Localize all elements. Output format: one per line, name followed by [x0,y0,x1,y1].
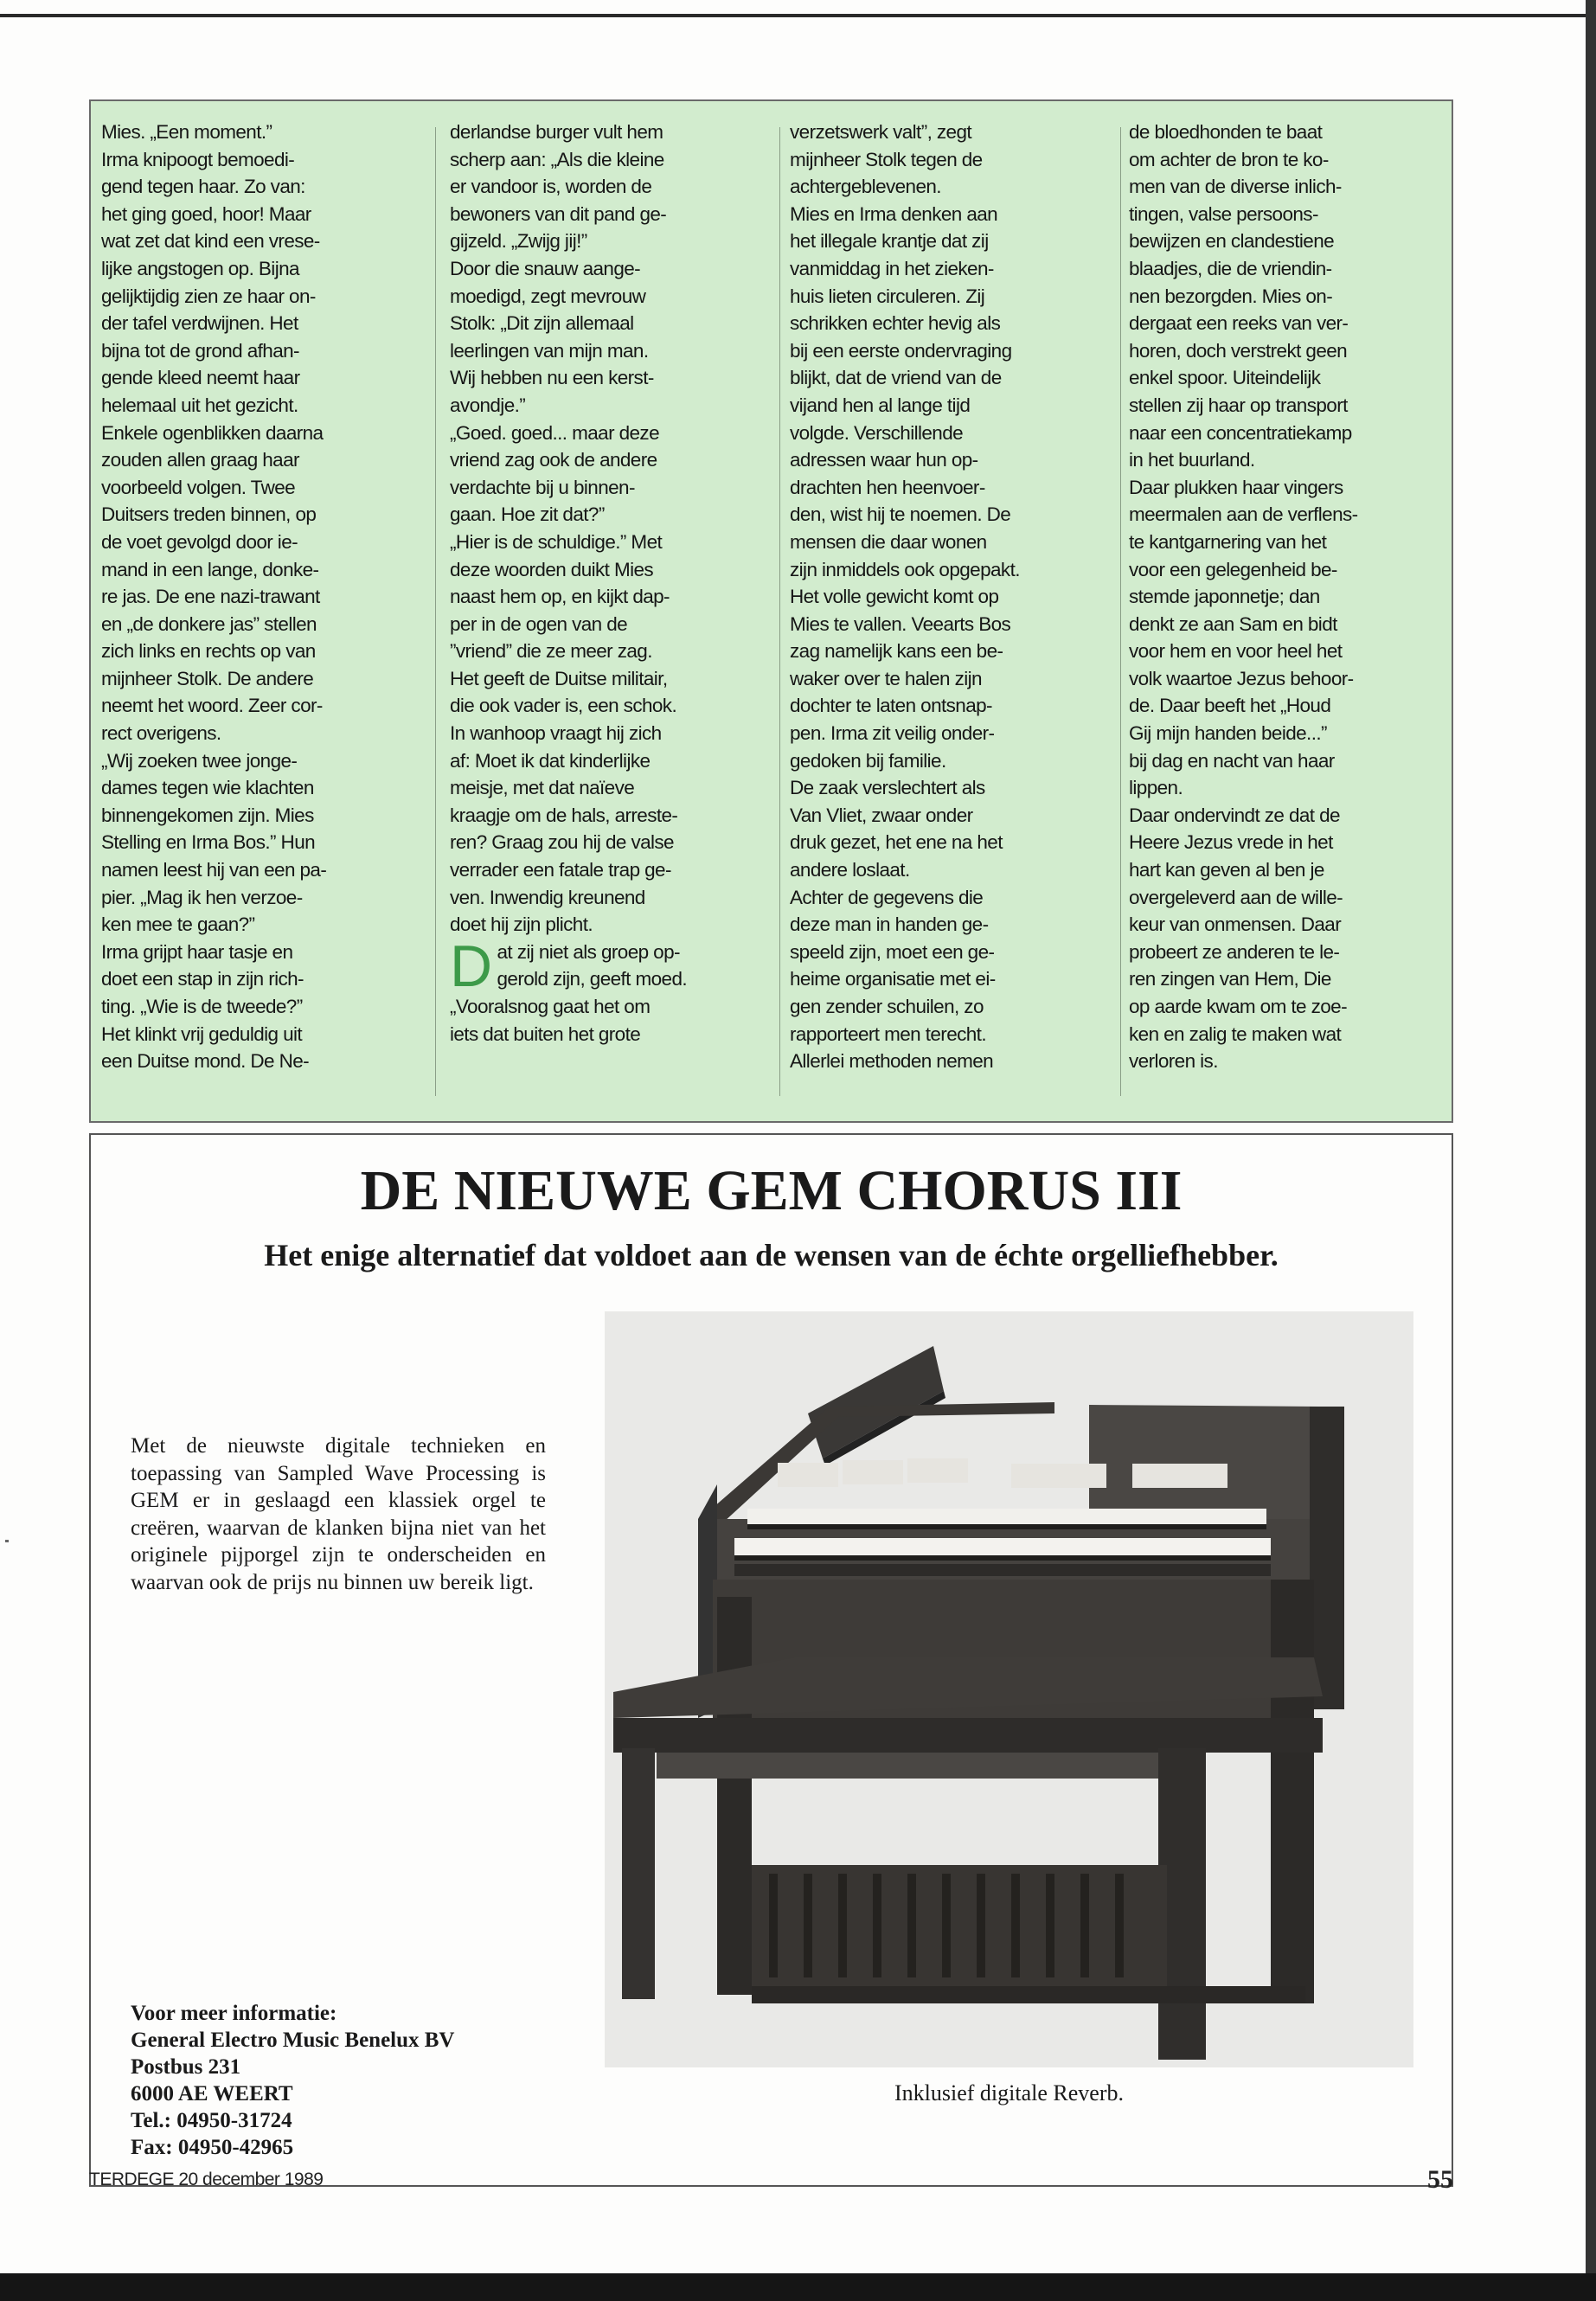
ad-body-text: Met de nieuwste digitale technieken en toepassing van Sampled Wave Processing is GEM er in geslaagd een klassiek orgel te creëren, waarvan de klanken bijna niet van het originele pijporgel zijn te onderscheiden en waarvan ook de prijs nu binnen uw bereik ligt. [131,1434,546,1594]
column-divider [435,127,436,1096]
contact-heading: Voor meer informatie: [131,2002,337,2025]
column-divider [779,127,780,1096]
scan-edge-right [1586,0,1596,2301]
column-divider [1120,127,1121,1096]
drop-cap: D [450,933,492,999]
story-panel [89,99,1453,1123]
story-column-2-text: derlandse burger vult hem scherp aan: „Als die kleine er vandoor is, worden de bewoners van dit pand ge- gijzeld. „Zwijg jij!” Door die snauw aange- moedigd, zegt mevrouw Stolk: „Dit zijn allemaal leerlingen van mijn man. Wij hebben nu een kerst- avondje.” „Goed. goed... maar deze vriend zag ook de andere verdachte bij u binnen- gaan. Hoe zit dat?” „Hier is de schuldige.” Met deze woorden duikt Mies naast hem op, en kijkt dap- per in de ogen van de ”vriend” die ze meer zag. Het geeft de Duitse militair, die ook vader is, een schok. In wanhoop vraagt hij zich af: Moet ik dat kinderlijke meisje, met dat naïeve kraagje om de hals, arreste- ren? Graag zou hij de valse verrader een fatale trap ge- ven. Inwendig kreunend doet hij zijn plicht. [450,121,678,936]
story-column-1: Mies. „Een moment.” Irma knipoogt bemoedi- gend tegen haar. Zo van: het ging goed, hoor! Maar wat zet dat kind een vrese- lijke angstogen op. Bijna gelijktijdig zien ze haar on- der tafel verdwijnen. Het bijna tot de grond afhan- gende kleed neemt haar helemaal uit het gezicht. Enkele ogenblikken daarna zouden allen graag haar voorbeeld volgen. Twee Duitsers treden binnen, op de voet gevolgd door ie- mand in een lange, donke- re jas. De ene nazi-trawant en „de donkere jas” stellen zich links en rechts op van mijnheer Stolk. De andere neemt het woord. Zeer cor- rect overigens. „Wij zoeken twee jonge- dames tegen wie klachten binnengekomen zijn. Mies Stelling en Irma Bos.” Hun namen leest hij van een pa- pier. „Mag ik hen verzoe- ken mee te gaan?” Irma grijpt haar tasje en doet een stap in zijn rich- ting. „Wie is de tweede?” Het klinkt vrij geduldig uit een Duitse mond. De Ne- [101,121,327,1073]
contact-city: 6000 AE WEERT [131,2082,293,2106]
scan-speck [5,1540,9,1542]
story-column-2-continuation: at zij niet als groep op- gerold zijn, geeft moed. „Vooralsnog gaat het om iets dat buiten het grote [450,940,688,1045]
contact-company: General Electro Music Benelux BV [131,2029,455,2052]
ad-title: DE NIEUWE GEM CHORUS III [360,1159,1183,1222]
contact-fax: Fax: 04950-42965 [131,2136,294,2159]
story-column-2 [450,119,772,1048]
story-column-3: verzetswerk valt”, zegt mijnheer Stolk tegen de achtergeblevenen. Mies en Irma denken aan het illegale krantje dat zij vanmiddag in het zieken- huis lieten circuleren. Zij schrikken echter hevig als bij een eerste ondervraging blijkt, dat de vriend van de vijand hen al lange tijd volgde. Verschillende adressen waar hun op- drachten hen heenvoer- den, wist hij te noemen. De mensen die daar wonen zijn inmiddels ook opgepakt. Het volle gewicht komt op Mies te vallen. Veearts Bos zag namelijk kans een be- waker over te halen zijn dochter te laten ontsnap- pen. Irma zit veilig onder- gedoken bij familie. De zaak verslechtert als Van Vliet, zwaar onder druk gezet, het ene na het andere loslaat. Achter de gegevens die deze man in handen ge- speeld zijn, moet een ge- heime organisatie met ei- gen zender schuilen, zo rapporteert men terecht. Allerlei methoden nemen [790,121,1020,1073]
page-number: 55 [1427,2165,1453,2194]
story-column-4: de bloedhonden te baat om achter de bron te ko- men van de diverse inlich- tingen, valse persoons- bewijzen en clandestiene blaadjes, die de vriendin- nen bezorgden. Mies on- dergaat een reeks van ver- horen, doch verstrekt geen enkel spoor. Uiteindelijk stellen zij haar op transport naar een concentratiekamp in het buurland. Daar plukken haar vingers meermalen aan de verflens- te kantgarnering van het voor een gelegenheid be- stemde japonnetje; dan denkt ze aan Sam en bidt voor hem en voor heel het volk waartoe Jezus behoor- de. Daar beeft het „Houd Gij mijn handen beide...” bij dag en nacht van haar lippen. Daar ondervindt ze dat de Heere Jezus vrede in het hart kan geven al ben je overgeleverd aan de wille- keur van onmensen. Daar probeert ze anderen te le- ren zingen van Hem, Die op aarde kwam om te zoe- ken en zalig te maken wat verloren is. [1129,121,1358,1073]
scan-edge-bottom [0,2273,1596,2301]
contact-postbus: Postbus 231 [131,2055,241,2079]
top-rule [0,14,1596,17]
ad-subtitle: Het enige alternatief dat voldoet aan de wensen van de échte orgelliefhebber. [264,1238,1279,1272]
organ-photo [605,1311,1413,2067]
advertisement [89,1133,1453,2187]
publication-line: TERDEGE 20 december 1989 [89,2170,324,2189]
ad-contact-block [131,2000,580,2161]
photo-caption: Inklusief digitale Reverb. [894,2080,1124,2106]
contact-phone: Tel.: 04950-31724 [131,2109,292,2132]
